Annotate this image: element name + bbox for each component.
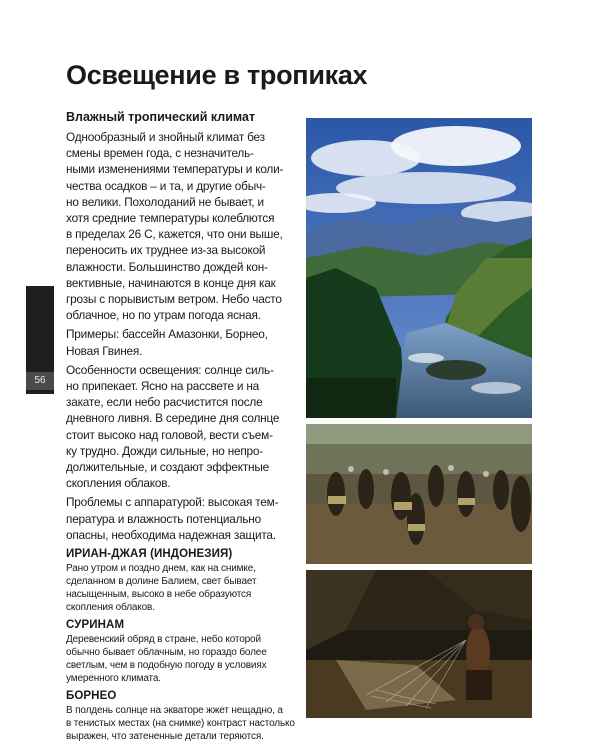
text-line: обычно бывает облачным, но гораздо более — [66, 647, 267, 659]
text-line: умеренного климата. — [66, 673, 161, 685]
text-line: Особенности освещения: солнце силь- — [66, 362, 274, 377]
page-number: 56 — [26, 372, 54, 390]
caption-title-suriname: СУРИНАМ — [66, 619, 125, 632]
photo-river-valley — [306, 118, 532, 418]
text-line: в тенистых местах (на снимке) контраст настолько — [66, 718, 295, 730]
text-line: грозы с порывистым ветром. Небо часто — [66, 292, 282, 307]
text-line: В полдень солнце на экваторе жжет нещадно, а — [66, 705, 283, 717]
article-body — [66, 109, 298, 746]
text-line: чества осадков – и та, и другие обыч- — [66, 178, 266, 193]
text-line: должительные, и создают эффектные — [66, 460, 269, 475]
caption-text-irian-jaya — [66, 562, 298, 614]
text-line: ными изменениями температуры и коли- — [66, 162, 284, 177]
text-line: пература и влажность потенциально — [66, 511, 261, 526]
text-line: скопления облаков. — [66, 476, 171, 491]
text-line: влажности. Большинство дождей кон- — [66, 259, 268, 274]
text-line: скопления облаков. — [66, 602, 155, 614]
paragraph-lighting — [66, 362, 298, 492]
text-line: облачное, но по утрам погода ясная. — [66, 308, 261, 323]
text-line: выражен, что затененные детали теряются. — [66, 731, 264, 743]
text-line: хотя средние температуры колеблются — [66, 211, 275, 226]
page-title: Освещение в тропиках — [66, 60, 368, 90]
caption-title-irian-jaya: ИРИАН-ДЖАЯ (ИНДОНЕЗИЯ) — [66, 548, 233, 561]
paragraph-equipment — [66, 494, 298, 543]
text-line: опасны, необходима надежная защита. — [66, 527, 276, 542]
text-line: Примеры: бассейн Амазонки, Борнео, — [66, 327, 268, 342]
caption-title-borneo: БОРНЕО — [66, 690, 117, 703]
text-line: светлым, чем в подобную погоду в условиях — [66, 660, 267, 672]
text-line: смены времен года, с незначитель- — [66, 146, 254, 161]
text-line: Однообразный и знойный климат без — [66, 130, 265, 144]
text-line: но велики. Похолоданий не бывает, и — [66, 194, 264, 209]
paragraph-examples — [66, 326, 298, 358]
section-heading: Влажный тропический климат — [66, 110, 256, 124]
text-line: закате, если небо расчистится после — [66, 395, 263, 410]
text-line: переносить их труднее из-за высокой — [66, 243, 266, 258]
text-line: вективные, начинаются в конце дня как — [66, 275, 276, 290]
text-line: ку трудно. Дожди сильные, но непро- — [66, 443, 264, 458]
text-line: Проблемы с аппаратурой: высокая тем- — [66, 495, 279, 510]
photo-village-ritual — [306, 424, 532, 564]
text-line: стоит высоко над головой, вести съем- — [66, 427, 273, 442]
text-line: Рано утром и поздно днем, как на снимке, — [66, 563, 256, 575]
text-line: сделанном в долине Балием, свет бывает — [66, 576, 257, 588]
paragraph-climate — [66, 129, 298, 323]
text-line: насыщенным, высоко в небе образуются — [66, 589, 252, 601]
text-line: Деревенский обряд в стране, небо которой — [66, 634, 261, 646]
text-line: дневного ливня. В середине дня солнце — [66, 411, 280, 426]
text-line: но припекает. Ясно на рассвете и на — [66, 379, 260, 394]
text-line: в пределах 26 С, кажется, что они выше, — [66, 227, 283, 242]
caption-text-borneo — [66, 704, 298, 743]
photo-fisherman-net — [306, 570, 532, 718]
text-line: Новая Гвинея. — [66, 343, 143, 358]
caption-text-suriname — [66, 633, 298, 685]
